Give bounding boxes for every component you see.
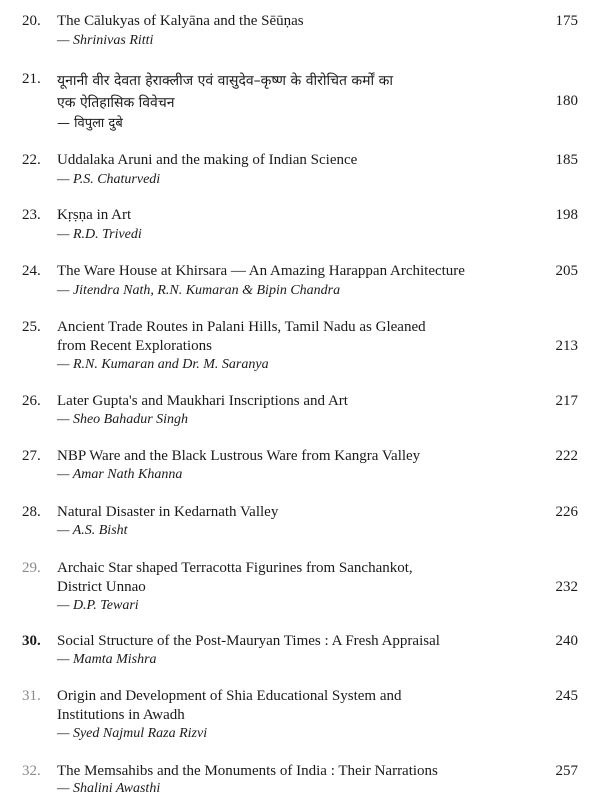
entry-title-line: Later Gupta's and Maukhari Inscriptions and Art [57, 393, 348, 409]
entry-title [57, 262, 537, 281]
entry-number: 26. [22, 393, 41, 409]
entry-title-line: The Cālukyas of Kalyāna and the Sēūṇas [57, 13, 304, 29]
entry-title-line: Social Structure of the Post-Mauryan Times : A Fresh Appraisal [57, 633, 440, 649]
entry-title [57, 762, 537, 781]
entry-title-line [57, 762, 537, 781]
entry-page-number: 245 [555, 688, 578, 704]
entry-title-line: Origin and Development of Shia Educational System and [57, 688, 402, 704]
entry-author: — P.S. Chaturvedi [57, 172, 161, 187]
entry-title-line: Institutions in Awadh [57, 707, 185, 723]
entry-title-line: Archaic Star shaped Terracotta Figurines from Sanchankot, [57, 560, 413, 576]
entry-title [57, 447, 537, 466]
entry-author: — Sheo Bahadur Singh [57, 412, 189, 427]
entry-author: — Shrinivas Ritti [57, 33, 154, 48]
entry-author: — Mamta Mishra [57, 652, 157, 667]
entry-number: 21. [22, 71, 41, 87]
entry-page-number: 232 [555, 579, 578, 595]
entry-title-line-text: The Memsahibs and the Monuments of India : Their Narrations [57, 763, 438, 779]
entry-page-number: 213 [555, 338, 578, 354]
entry-number: 29. [22, 560, 41, 576]
entry-title [57, 632, 537, 651]
entry-title [57, 392, 537, 411]
entry-page-number: 226 [555, 504, 578, 520]
entry-title-line: The Ware House at Khirsara — An Amazing Harappan Architecture [57, 263, 465, 279]
entry-author: — D.P. Tewari [57, 598, 139, 613]
entry-title [57, 206, 537, 225]
entry-page-number: 205 [555, 263, 578, 279]
entry-page-number: 217 [555, 393, 578, 409]
entry-number: 28. [22, 504, 41, 520]
entry-author: — Syed Najmul Raza Rizvi [57, 726, 208, 741]
entry-title [57, 318, 537, 356]
entry-title-line: NBP Ware and the Black Lustrous Ware from Kangra Valley [57, 448, 421, 464]
entry-number: 27. [22, 448, 41, 464]
entry-author: — Shalini Awasthi [57, 781, 161, 796]
entry-page-number: 222 [555, 448, 578, 464]
entry-number: 22. [22, 152, 41, 168]
entry-title [57, 12, 537, 31]
entry-page-number: 185 [555, 152, 578, 168]
entry-title-line: एक ऐतिहासिक विवेचन [57, 95, 175, 111]
entry-title-line: Natural Disaster in Kedarnath Valley [57, 504, 279, 520]
entry-author: — A.S. Bisht [57, 523, 128, 538]
entry-author: — Jitendra Nath, R.N. Kumaran & Bipin Chandra [57, 283, 341, 298]
entry-title [57, 503, 537, 522]
entry-number: 23. [22, 207, 41, 223]
entry-title [57, 151, 537, 170]
entry-title-line: from Recent Explorations [57, 338, 212, 354]
entry-title [57, 559, 537, 597]
entry-page-number: 175 [555, 13, 578, 29]
entry-title-line: Kṛṣṇa in Art [57, 207, 132, 223]
entry-title-line: यूनानी वीर देवता हेराक्लीज एवं वासुदेव–कृष्ण के वीरोचित कर्मों का [57, 73, 393, 89]
entry-title-line: Uddalaka Aruni and the making of Indian Science [57, 152, 358, 168]
entry-author: — R.D. Trivedi [57, 227, 142, 242]
entry-number: 31. [22, 688, 41, 704]
entry-number: 24. [22, 263, 41, 279]
entry-page-number: 257 [555, 763, 578, 779]
entry-page-number: 180 [555, 93, 578, 109]
entry-title [57, 70, 537, 114]
entry-page-number: 198 [555, 207, 578, 223]
entry-author: — Amar Nath Khanna [57, 467, 183, 482]
entry-number: 30. [22, 633, 41, 649]
entry-title-line: District Unnao [57, 579, 146, 595]
entry-author: — R.N. Kumaran and Dr. M. Saranya [57, 357, 269, 372]
entry-title-line: Ancient Trade Routes in Palani Hills, Tamil Nadu as Gleaned [57, 319, 426, 335]
entry-number: 25. [22, 319, 41, 335]
entry-title [57, 687, 537, 725]
entry-page-number: 240 [555, 633, 578, 649]
entry-number: 20. [22, 13, 41, 29]
entry-author: — विपुला दुबे [57, 116, 123, 131]
entry-number: 32. [22, 763, 41, 779]
